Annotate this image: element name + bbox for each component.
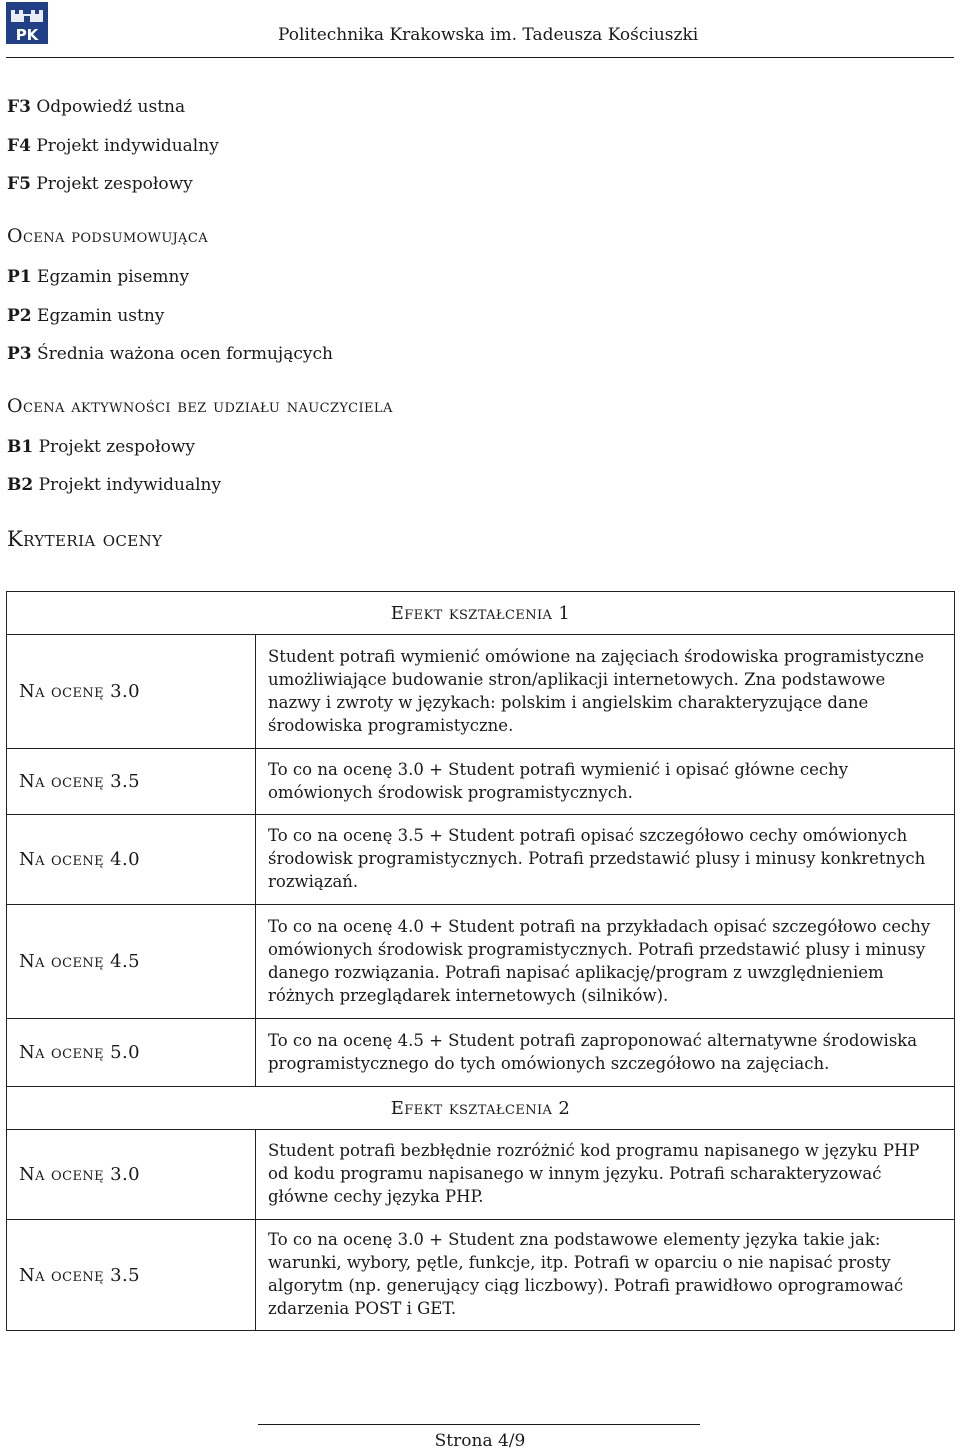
table-row — [7, 1019, 955, 1087]
criteria-table — [6, 591, 955, 1331]
list-item — [7, 306, 164, 326]
item-label: Projekt zespołowy — [38, 437, 196, 457]
effect-caption-row — [7, 592, 955, 635]
table-row — [7, 1130, 955, 1220]
grade-label: Na ocenę 3.5 — [7, 749, 256, 815]
effect-title: Efekt kształcenia 2 — [7, 1087, 955, 1130]
grade-criteria: To co na ocenę 3.0 + Student zna podstawowe elementy języka takie jak: warunki, wybory, pętle, funkcje, itp. Potrafi w oparciu o nie napisać prosty algorytm (np. generujący ciąg liczbowy). Potrafi prawidłowo oprogramować zdarzenia POST i GET. — [256, 1220, 955, 1331]
item-label: Egzamin ustny — [37, 306, 165, 326]
section-heading-summative: Ocena podsumowująca — [7, 225, 208, 247]
header-rule — [6, 57, 954, 58]
item-label: Odpowiedź ustna — [36, 97, 186, 117]
effect-caption-row — [7, 1087, 955, 1130]
grade-criteria: Student potrafi bezbłędnie rozróżnić kod programu napisanego w języku PHP od kodu programu napisanego w innym języku. Potrafi scharakteryzować główne cechy języka PHP. — [256, 1130, 955, 1220]
effect-title: Efekt kształcenia 1 — [7, 592, 955, 635]
item-code: B1 — [7, 437, 34, 457]
list-item — [7, 97, 185, 117]
table-row — [7, 905, 955, 1019]
university-logo — [6, 2, 48, 44]
grade-criteria: To co na ocenę 4.0 + Student potrafi na przykładach opisać szczegółowo cechy omówionych środowisk programistycznych. Potrafi przedstawić plusy i minusy danego rozwiązania. Potrafi napisać aplikację/program z uwzględnieniem różnych przeglądarek internetowych (silników). — [256, 905, 955, 1019]
grade-criteria: To co na ocenę 3.5 + Student potrafi opisać szczegółowo cechy omówionych środowisk programistycznych. Potrafi przedstawić plusy i minusy konkretnych rozwiązań. — [256, 815, 955, 905]
grade-label: Na ocenę 4.0 — [7, 815, 256, 905]
list-item — [7, 344, 333, 364]
list-item — [7, 174, 193, 194]
castle-logo-icon — [6, 2, 48, 44]
item-code: P2 — [7, 306, 32, 326]
logo-text: PK — [15, 26, 39, 44]
item-code: P3 — [7, 344, 32, 364]
footer-rule — [258, 1424, 700, 1425]
table-row — [7, 749, 955, 815]
item-code: F3 — [7, 97, 31, 117]
item-label: Egzamin pisemny — [37, 267, 190, 287]
grade-label: Na ocenę 4.5 — [7, 905, 256, 1019]
grade-label: Na ocenę 5.0 — [7, 1019, 256, 1087]
list-item — [7, 136, 219, 156]
table-row — [7, 815, 955, 905]
grade-label: Na ocenę 3.0 — [7, 1130, 256, 1220]
item-label: Średnia ważona ocen formujących — [37, 344, 333, 364]
item-code: F5 — [7, 174, 31, 194]
grade-label: Na ocenę 3.0 — [7, 635, 256, 749]
page-number: Strona 4/9 — [434, 1431, 526, 1451]
item-code: P1 — [7, 267, 32, 287]
list-item — [7, 267, 189, 287]
grade-criteria: To co na ocenę 3.0 + Student potrafi wymienić i opisać główne cechy omówionych środowisk programistycznych. — [256, 749, 955, 815]
page-header — [0, 0, 960, 60]
item-code: B2 — [7, 475, 34, 495]
grade-label: Na ocenę 3.5 — [7, 1220, 256, 1331]
section-heading-criteria: Kryteria oceny — [7, 527, 163, 551]
list-item — [7, 475, 221, 495]
university-name: Politechnika Krakowska im. Tadeusza Kościuszki — [278, 25, 699, 45]
item-label: Projekt indywidualny — [38, 475, 222, 495]
grade-criteria: To co na ocenę 4.5 + Student potrafi zaproponować alternatywne środowiska programistycznego do tych omówionych szczegółowo na zajęciach. — [256, 1019, 955, 1087]
section-heading-independent: Ocena aktywności bez udziału nauczyciela — [7, 395, 393, 417]
table-row — [7, 635, 955, 749]
item-code: F4 — [7, 136, 31, 156]
item-label: Projekt zespołowy — [36, 174, 193, 194]
grade-criteria: Student potrafi wymienić omówione na zajęciach środowiska programistyczne umożliwiające budowanie stron/aplikacji internetowych. Zna podstawowe nazwy i zwroty w językach: polskim i angielskim charakteryzujące dane środowiska programistyczne. — [256, 635, 955, 749]
list-item — [7, 437, 195, 457]
item-label: Projekt indywidualny — [36, 136, 219, 156]
table-row — [7, 1220, 955, 1331]
